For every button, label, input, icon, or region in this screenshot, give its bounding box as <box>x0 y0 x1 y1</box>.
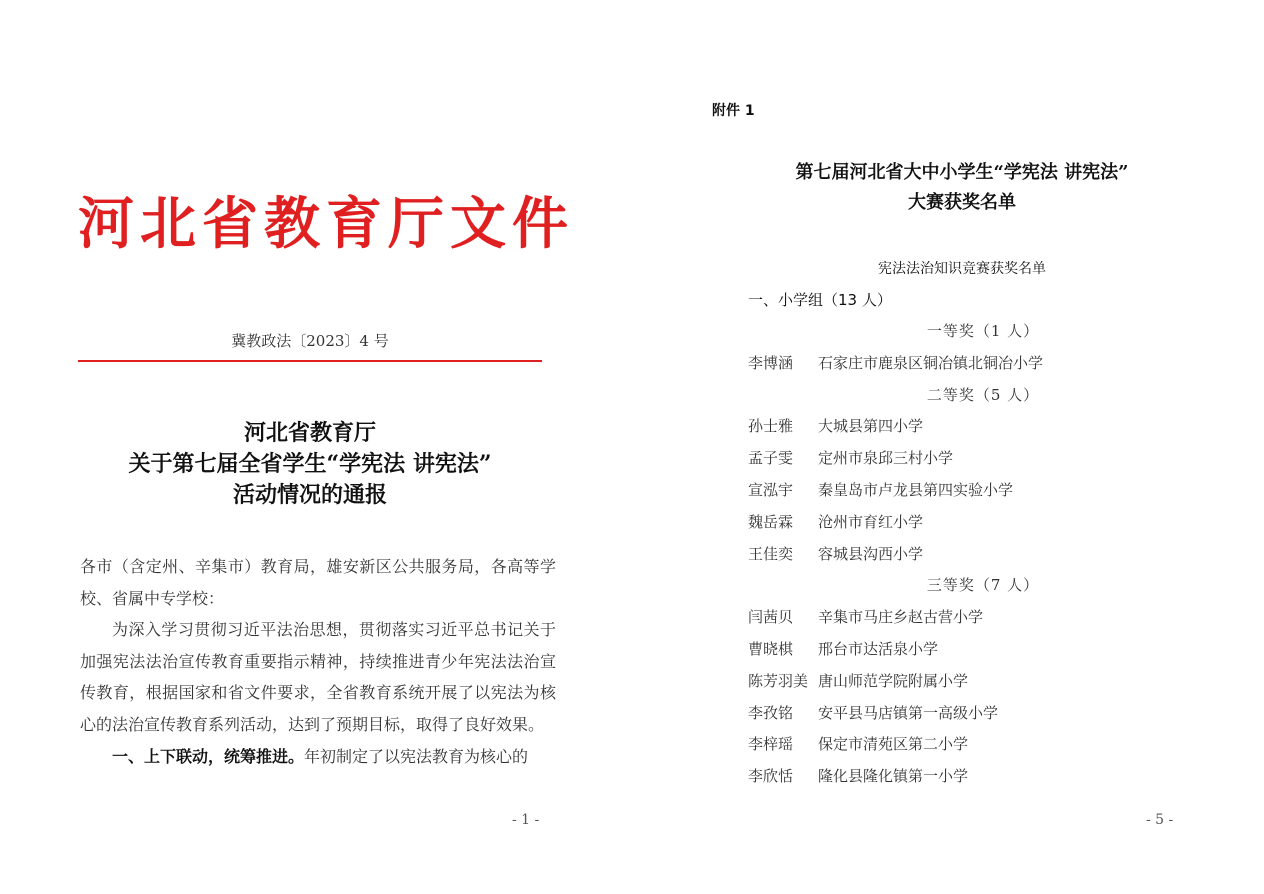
winner-name: 闫茜贝 <box>748 608 794 627</box>
winner-name: 孟子雯 <box>748 449 794 468</box>
winner-school: 唐山师范学院附属小学 <box>818 671 969 690</box>
winner-row <box>748 539 1218 571</box>
winner-name: 魏岳霖 <box>748 512 794 531</box>
winner-school: 石家庄市鹿泉区铜冶镇北铜冶小学 <box>818 353 1044 372</box>
page-number: - 1 - <box>512 812 540 828</box>
winner-row <box>748 729 1218 761</box>
winner-row <box>748 698 1218 730</box>
winner-name: 李孜铭 <box>748 703 794 722</box>
winner-name: 陈芳羽美 <box>748 671 809 690</box>
red-divider-line <box>78 360 542 362</box>
notice-body <box>80 551 556 772</box>
winner-row <box>748 348 1218 380</box>
recipients-paragraph: 各市（含定州、辛集市）教育局，雄安新区公共服务局，各高等学校、省属中专学校： <box>80 557 556 608</box>
winner-school: 定州市泉邱三村小学 <box>818 449 954 468</box>
award-list-title <box>712 158 1212 218</box>
winner-school: 隆化县隆化镇第一小学 <box>818 767 969 786</box>
winner-school: 辛集市马庄乡赵古营小学 <box>818 608 984 627</box>
body-paragraph <box>80 741 556 773</box>
winner-row <box>748 761 1218 793</box>
attachment-label: 附件 1 <box>712 103 755 119</box>
award-title-line: 大赛获奖名单 <box>908 192 1016 213</box>
winner-row <box>748 666 1218 698</box>
section-heading: 一、上下联动，统筹推进。 <box>112 746 305 766</box>
awards-list <box>748 316 1218 793</box>
section-text: 年初制定了以宪法教育为核心的 <box>304 746 529 766</box>
award-tier-heading: 二等奖（5 人） <box>926 385 1040 404</box>
winner-name: 李梓瑶 <box>748 735 794 754</box>
winner-name: 王佳奕 <box>748 544 794 563</box>
winner-school: 邢台市达活泉小学 <box>818 639 939 658</box>
winner-row <box>748 507 1218 539</box>
notice-title-line: 活动情况的通报 <box>232 482 387 508</box>
award-title-line: 第七届河北省大中小学生“学宪法 讲宪法” <box>795 162 1129 183</box>
notice-title <box>78 418 542 511</box>
winner-row <box>748 602 1218 634</box>
winner-school: 大城县第四小学 <box>818 417 924 436</box>
winner-school: 安平县马店镇第一高级小学 <box>818 703 999 722</box>
page-number: - 5 - <box>1146 812 1174 828</box>
award-tier-heading: 三等奖（7 人） <box>926 576 1040 595</box>
winner-row <box>748 411 1218 443</box>
winner-school: 容城县沟西小学 <box>818 544 924 563</box>
document-header-title: 河北省教育厅文件 <box>78 191 574 257</box>
winner-name: 李欣恬 <box>748 767 794 786</box>
winner-school: 秦皇岛市卢龙县第四实验小学 <box>818 480 1014 499</box>
notice-title-line: 关于第七届全省学生“学宪法 讲宪法” <box>128 451 492 477</box>
winner-name: 曹晓棋 <box>748 639 794 658</box>
notice-title-line: 河北省教育厅 <box>243 420 376 446</box>
body-paragraph: 为深入学习贯彻习近平法治思想，贯彻落实习近平总书记关于加强宪法法治宣传教育重要指示精神，持续推进青少年宪法法治宣传教育，根据国家和省文件要求，全省教育系统开展了以宪法为核心的法治宣传教育系列活动，达到了预期目标，取得了良好效果。 <box>80 620 556 734</box>
document-number: 冀教政法〔2023〕4 号 <box>231 332 389 350</box>
right-page <box>632 0 1264 894</box>
group-heading: 一、小学组（13 人） <box>748 291 892 309</box>
list-subtitle: 宪法法治知识竞赛获奖名单 <box>878 261 1046 277</box>
award-tier-heading: 一等奖（1 人） <box>926 322 1040 340</box>
winner-row <box>748 443 1218 475</box>
winner-school: 保定市清苑区第二小学 <box>818 735 969 754</box>
winner-name: 宣泓宇 <box>748 480 794 499</box>
winner-name: 李博涵 <box>748 353 794 372</box>
winner-row <box>748 475 1218 507</box>
winner-school: 沧州市育红小学 <box>818 512 924 531</box>
winner-row <box>748 634 1218 666</box>
winner-name: 孙士雅 <box>748 417 794 436</box>
